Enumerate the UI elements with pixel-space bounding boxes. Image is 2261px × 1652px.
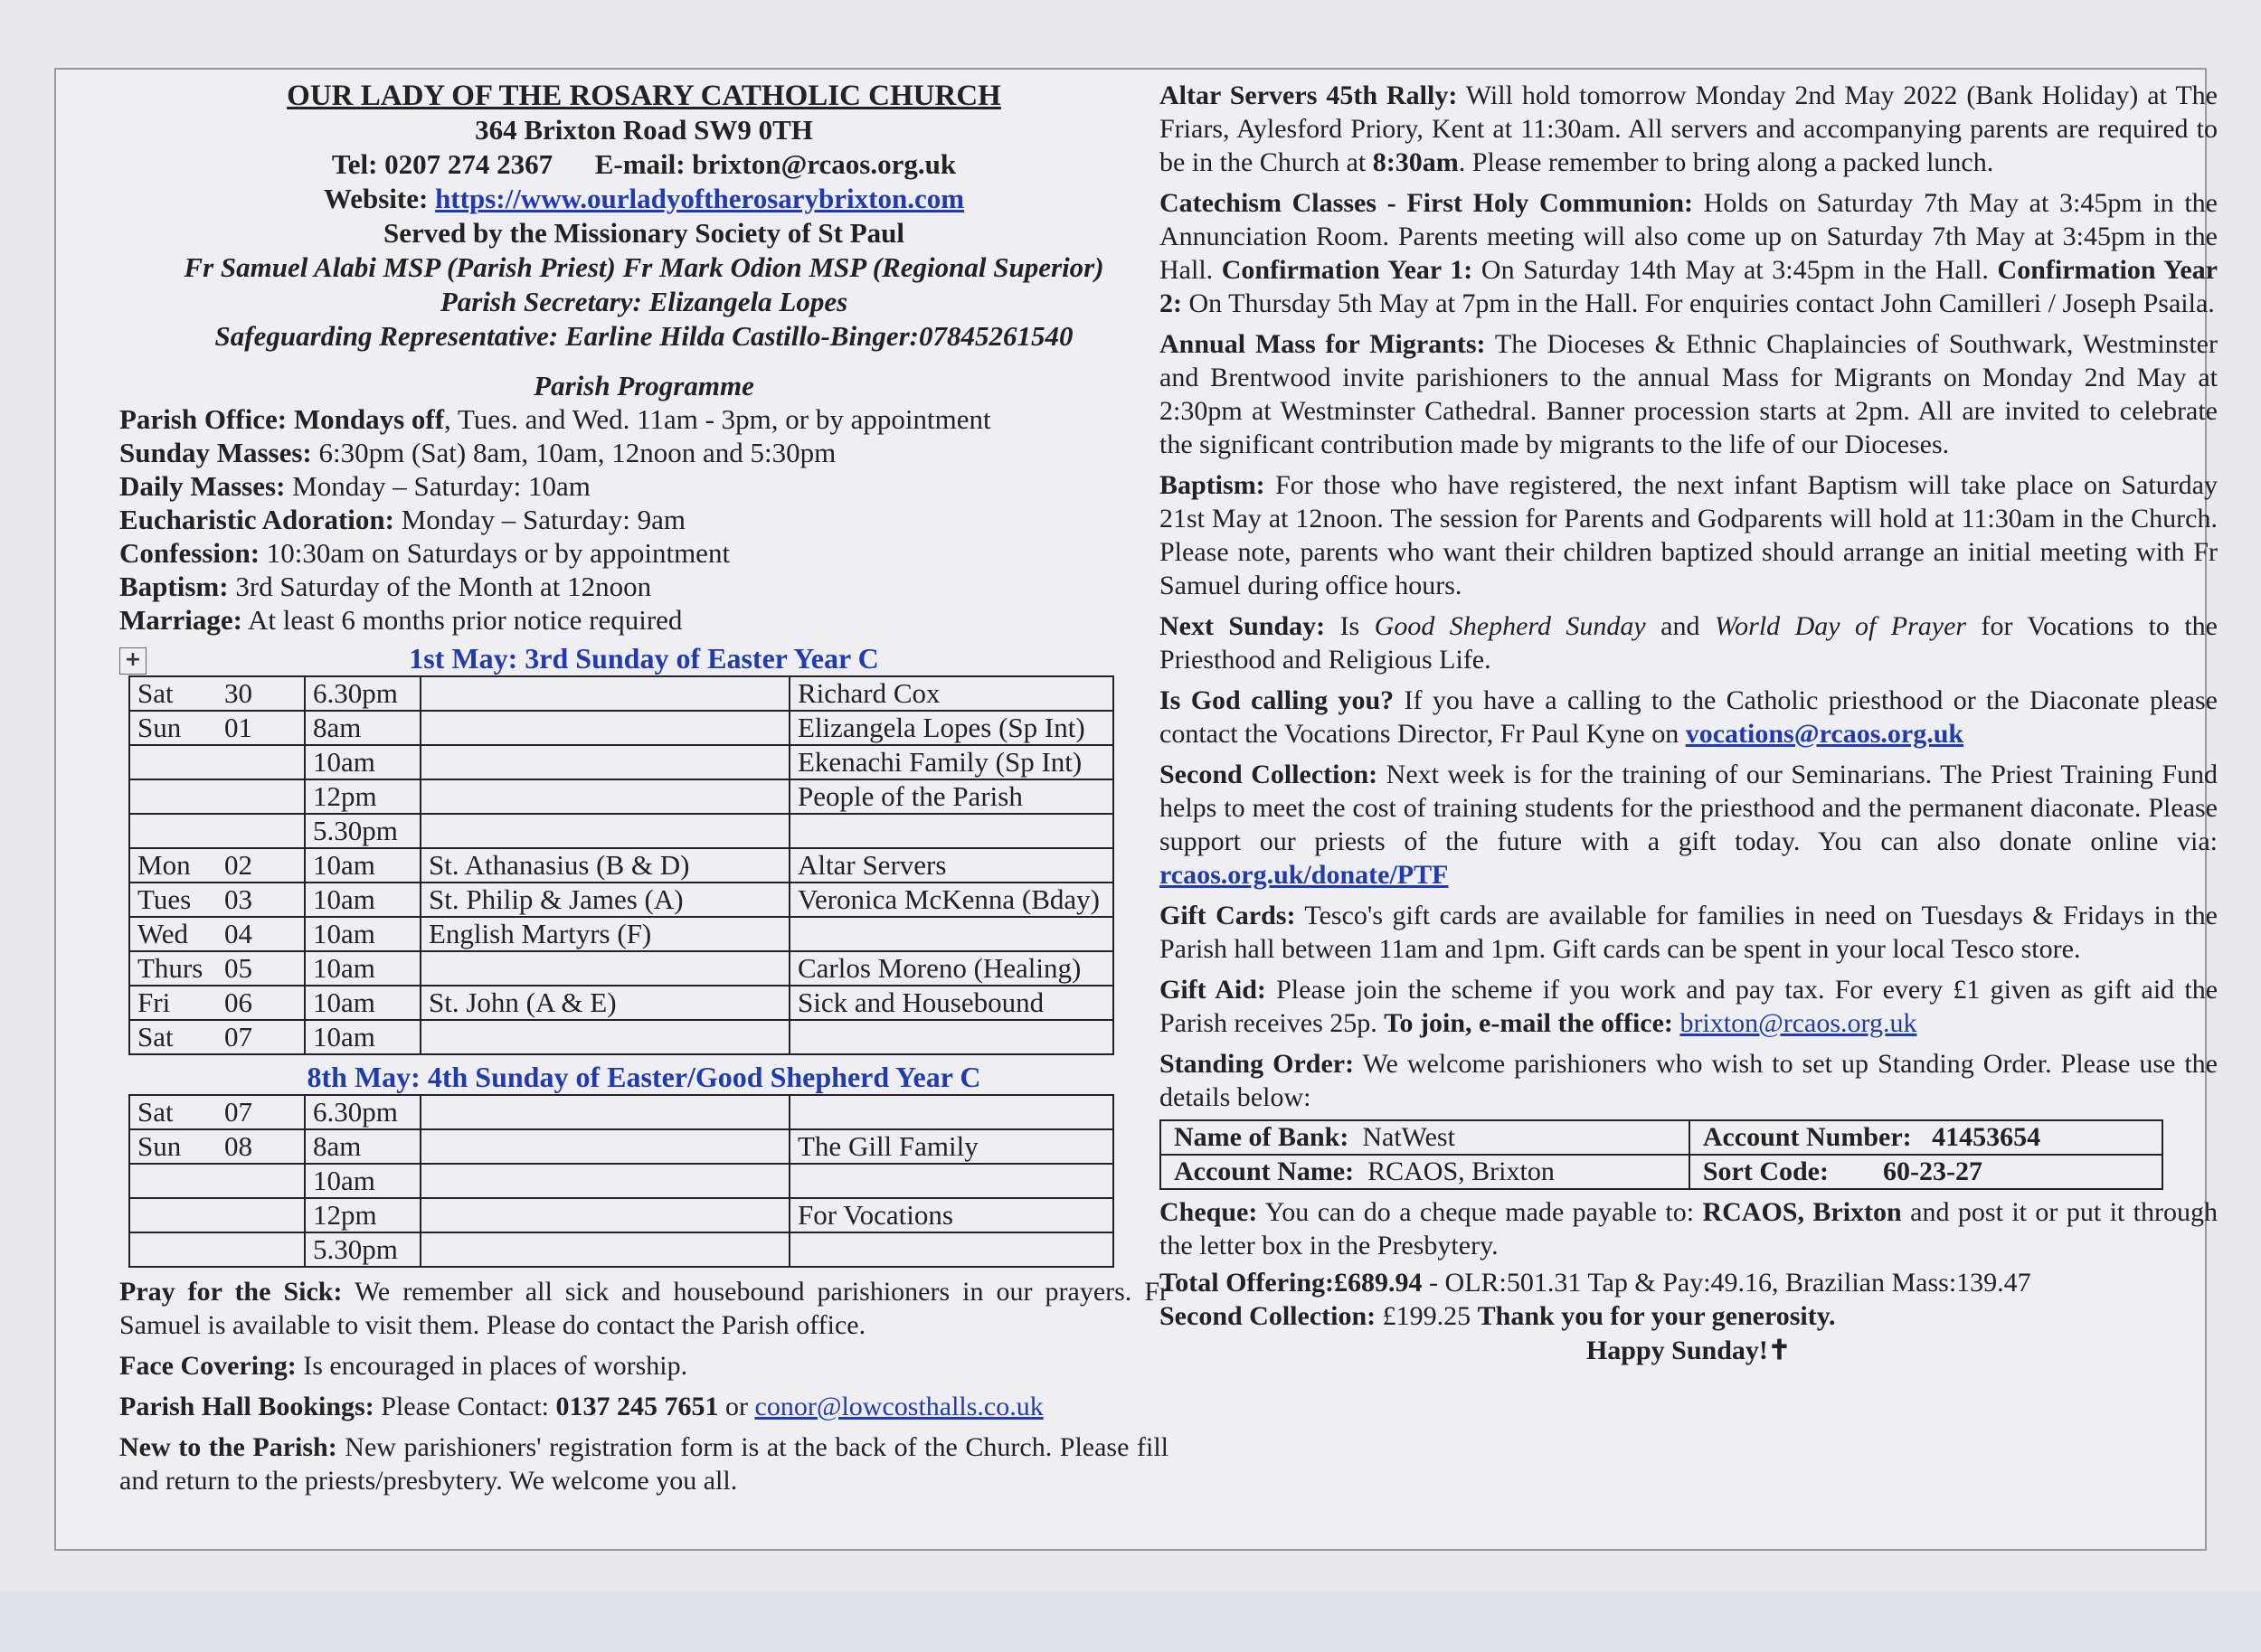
mass-row: [129, 883, 1113, 917]
mass-day-cell: Sun: [129, 711, 217, 745]
mass-row: [129, 779, 1113, 814]
desk-edge: [0, 1591, 2261, 1652]
mass-day-cell: [129, 1198, 217, 1232]
mass-saint-cell: [421, 1198, 790, 1232]
mass-intent-cell: Carlos Moreno (Healing): [790, 951, 1113, 986]
email: E-mail: brixton@rcaos.org.uk: [594, 148, 957, 180]
programme-title: Parish Programme: [534, 370, 754, 401]
mass-day-cell: [129, 1164, 217, 1198]
mass-saint-cell: [421, 711, 790, 745]
mass-time-cell: 8am: [305, 1129, 421, 1164]
mass-time-cell: 6.30pm: [305, 676, 421, 711]
mass-num-cell: [217, 1164, 305, 1198]
mass-saint-cell: St. John (A & E): [421, 986, 790, 1020]
website-line: [119, 182, 1168, 216]
mass-num-cell: 01: [217, 711, 305, 745]
week2-title: 8th May: 4th Sunday of Easter/Good Shepherd Year C: [307, 1061, 981, 1093]
happy-sunday: Happy Sunday!✝: [1585, 1336, 1792, 1365]
programme-line: Marriage: At least 6 months prior notice required: [119, 604, 683, 636]
mass-num-cell: 30: [217, 676, 305, 711]
week1-title: + 1st May: 3rd Sunday of Easter Year C: [119, 642, 1168, 675]
week2-table: [128, 1094, 1114, 1268]
mass-num-cell: 07: [217, 1020, 305, 1054]
mass-time-cell: 10am: [305, 1164, 421, 1198]
mass-day-cell: Tues: [129, 883, 217, 917]
programme-line: Confession: 10:30am on Saturdays or by appointment: [119, 537, 731, 569]
mass-saint-cell: [421, 1095, 790, 1129]
mass-intent-cell: Ekenachi Family (Sp Int): [790, 745, 1113, 779]
mass-row: [129, 745, 1113, 779]
notice-second-collection: Second Collection: Next week is for the training of our Seminarians. The Priest Training Fund helps to meet the cost of training students for the priesthood and the permanent diaconate. Please support our priests of the future with a gift today. You can also donate online via: rcaos.org.uk/donate/PTF: [1159, 760, 2218, 890]
mass-saint-cell: [421, 814, 790, 848]
mass-time-cell: 10am: [305, 745, 421, 779]
mass-day-cell: [129, 1232, 217, 1267]
notice-new: New to the Parish: New parishioners' registration form is at the back of the Church. Please fill and return to the priests/presbytery. We welcome you all.: [119, 1432, 1168, 1496]
priests: Fr Samuel Alabi MSP (Parish Priest) Fr Mark Odion MSP (Regional Superior): [184, 251, 1104, 283]
mass-row: [129, 711, 1113, 745]
programme-line: Sunday Masses: 6:30pm (Sat) 8am, 10am, 12noon and 5:30pm: [119, 437, 837, 468]
mass-num-cell: 06: [217, 986, 305, 1020]
mass-row: [129, 1129, 1113, 1164]
mass-intent-cell: For Vocations: [790, 1198, 1113, 1232]
programme-line: Parish Office: Mondays off, Tues. and Wed. 11am - 3pm, or by appointment: [119, 403, 991, 435]
mass-saint-cell: [421, 1232, 790, 1267]
donate-link[interactable]: rcaos.org.uk/donate/PTF: [1159, 860, 1449, 890]
mass-intent-cell: People of the Parish: [790, 779, 1113, 814]
mass-num-cell: [217, 745, 305, 779]
mass-day-cell: Sun: [129, 1129, 217, 1164]
programme-list: [119, 402, 1168, 637]
mass-intent-cell: [790, 1095, 1113, 1129]
mass-intent-cell: Richard Cox: [790, 676, 1113, 711]
mass-day-cell: [129, 745, 217, 779]
mass-saint-cell: [421, 745, 790, 779]
parish-secretary: Parish Secretary: Elizangela Lopes: [440, 286, 848, 317]
programme-line: Baptism: 3rd Saturday of the Month at 12noon: [119, 571, 652, 602]
mass-day-cell: [129, 814, 217, 848]
mass-day-cell: Sat: [129, 1020, 217, 1054]
mass-time-cell: 5.30pm: [305, 814, 421, 848]
church-header: [119, 79, 1168, 354]
notice-hall: Parish Hall Bookings: Please Contact: 0137 245 7651 or conor@lowcosthalls.co.uk: [119, 1392, 1044, 1421]
notice-offering: Total Offering:£689.94 - OLR:501.31 Tap & Pay:49.16, Brazilian Mass:139.47 Second Collection: £199.25 Thank you for your generosity.: [1159, 1268, 2031, 1331]
website-label: Website:: [323, 183, 429, 214]
mass-num-cell: 02: [217, 848, 305, 883]
left-column: [119, 79, 1168, 1497]
mass-num-cell: [217, 1232, 305, 1267]
week1-table: [128, 675, 1114, 1055]
mass-saint-cell: [421, 1164, 790, 1198]
tel: Tel: 0207 274 2367: [331, 148, 553, 180]
mass-intent-cell: [790, 814, 1113, 848]
notice-gift-cards: Gift Cards: Tesco's gift cards are available for families in need on Tuesdays & Fridays in the Parish hall between 11am and 1pm. Gift cards can be spent in your local Tesco store.: [1159, 901, 2218, 964]
mass-time-cell: 8am: [305, 711, 421, 745]
mass-num-cell: 05: [217, 951, 305, 986]
notice-migrants: Annual Mass for Migrants: The Dioceses & Ethnic Chaplaincies of Southwark, Westminster and Brentwood invite parishioners to the annual Mass for Migrants on Monday 2nd May at 2:30pm at Westminster Cathedral. Banner procession starts at 2pm. All are invited to celebrate the significant contribution made by migrants to the life of our Dioceses.: [1159, 329, 2218, 459]
notice-standing-order: Standing Order: We welcome parishioners who wish to set up Standing Order. Please use the details below:: [1159, 1049, 2218, 1112]
bank-name-cell: Name of Bank: NatWest: [1160, 1120, 1689, 1155]
mass-time-cell: 10am: [305, 883, 421, 917]
mass-intent-cell: [790, 1020, 1113, 1054]
vocations-email-link[interactable]: vocations@rcaos.org.uk: [1685, 719, 1964, 749]
office-email-link[interactable]: brixton@rcaos.org.uk: [1679, 1008, 1917, 1038]
mass-num-cell: 03: [217, 883, 305, 917]
church-address: 364 Brixton Road SW9 0TH: [475, 114, 813, 146]
mass-time-cell: 5.30pm: [305, 1232, 421, 1267]
mass-num-cell: [217, 779, 305, 814]
notice-gift-aid: Gift Aid: Please join the scheme if you work and pay tax. For every £1 given as gift aid the Parish receives 25p. To join, e-mail the office: brixton@rcaos.org.uk: [1159, 975, 2218, 1038]
right-column: [1159, 79, 2218, 1366]
notice-altar: Altar Servers 45th Rally: Will hold tomorrow Monday 2nd May 2022 (Bank Holiday) at The Friars, Aylesford Priory, Kent at 11:30am. All servers and accompanying parents are required to be in the Church at 8:30am. Please remember to bring along a packed lunch.: [1159, 80, 2218, 177]
mass-saint-cell: [421, 1129, 790, 1164]
mass-intent-cell: Altar Servers: [790, 848, 1113, 883]
mass-saint-cell: St. Philip & James (A): [421, 883, 790, 917]
mass-row: [129, 951, 1113, 986]
notice-vocations: Is God calling you? If you have a calling to the Catholic priesthood or the Diaconate please contact the Vocations Director, Fr Paul Kyne on vocations@rcaos.org.uk: [1159, 685, 2218, 749]
mass-saint-cell: St. Athanasius (B & D): [421, 848, 790, 883]
mass-saint-cell: [421, 1020, 790, 1054]
mass-row: [129, 1164, 1113, 1198]
mass-row: [129, 814, 1113, 848]
mass-intent-cell: Sick and Housebound: [790, 986, 1113, 1020]
table-move-icon[interactable]: +: [119, 647, 147, 675]
contact-line: [119, 147, 1168, 182]
mass-row: [129, 848, 1113, 883]
mass-day-cell: Thurs: [129, 951, 217, 986]
mass-day-cell: Fri: [129, 986, 217, 1020]
notice-cheque: Cheque: You can do a cheque made payable to: RCAOS, Brixton and post it or put it through the letter box in the Presbytery.: [1159, 1197, 2218, 1260]
notice-sick: Pray for the Sick: We remember all sick and housebound parishioners in our prayers. Fr Samuel is available to visit them. Please do contact the Parish office.: [119, 1277, 1168, 1340]
mass-day-cell: Wed: [129, 917, 217, 951]
mass-time-cell: 10am: [305, 917, 421, 951]
church-name: OUR LADY OF THE ROSARY CATHOLIC CHURCH: [287, 80, 1001, 112]
mass-intent-cell: The Gill Family: [790, 1129, 1113, 1164]
mass-saint-cell: [421, 676, 790, 711]
mass-day-cell: Sat: [129, 1095, 217, 1129]
mass-row: [129, 1095, 1113, 1129]
notice-next-sunday: Next Sunday: Is Good Shepherd Sunday and World Day of Prayer for Vocations to the Priesthood and Religious Life.: [1159, 611, 2218, 675]
hall-email-link[interactable]: conor@lowcosthalls.co.uk: [754, 1392, 1044, 1421]
mass-time-cell: 12pm: [305, 779, 421, 814]
mass-saint-cell: [421, 951, 790, 986]
mass-time-cell: 10am: [305, 951, 421, 986]
mass-num-cell: 08: [217, 1129, 305, 1164]
bulletin-sheet: [54, 68, 2218, 1551]
mass-time-cell: 10am: [305, 848, 421, 883]
mass-num-cell: [217, 814, 305, 848]
mass-time-cell: 10am: [305, 986, 421, 1020]
mass-saint-cell: [421, 779, 790, 814]
mass-num-cell: 04: [217, 917, 305, 951]
mass-saint-cell: English Martyrs (F): [421, 917, 790, 951]
mass-row: [129, 986, 1113, 1020]
notice-catechism: Catechism Classes - First Holy Communion: Holds on Saturday 7th May at 3:45pm in the Annunciation Room. Parents meeting will also come up on Saturday 7th May at 3:45pm in the Hall. Confirmation Year 1: On Saturday 14th May at 3:45pm in the Hall. Confirmation Year 2: On Thursday 5th May at 7pm in the Hall. For enquiries contact John Camilleri / Joseph Psaila.: [1159, 188, 2218, 318]
account-number-cell: Account Number: 41453654: [1689, 1120, 2162, 1155]
sort-code-cell: Sort Code: 60-23-27: [1689, 1155, 2162, 1189]
mass-day-cell: Mon: [129, 848, 217, 883]
mass-intent-cell: [790, 917, 1113, 951]
mass-time-cell: 6.30pm: [305, 1095, 421, 1129]
mass-intent-cell: [790, 1232, 1113, 1267]
mass-day-cell: Sat: [129, 676, 217, 711]
mass-num-cell: [217, 1198, 305, 1232]
programme-line: Eucharistic Adoration: Monday – Saturday: 9am: [119, 504, 686, 535]
mass-num-cell: 07: [217, 1095, 305, 1129]
programme-line: Daily Masses: Monday – Saturday: 10am: [119, 470, 591, 502]
mass-row: [129, 1232, 1113, 1267]
bank-details-table: [1159, 1119, 2163, 1190]
safeguarding: Safeguarding Representative: Earline Hilda Castillo-Binger:07845261540: [214, 320, 1074, 352]
mass-row: [129, 917, 1113, 951]
notice-face: Face Covering: Is encouraged in places of worship.: [119, 1351, 688, 1381]
mass-intent-cell: [790, 1164, 1113, 1198]
mass-time-cell: 12pm: [305, 1198, 421, 1232]
mass-intent-cell: Veronica McKenna (Bday): [790, 883, 1113, 917]
mass-row: [129, 676, 1113, 711]
website-link[interactable]: https://www.ourladyoftherosarybrixton.com: [435, 183, 965, 214]
served-by: Served by the Missionary Society of St Paul: [383, 217, 905, 249]
account-name-cell: Account Name: RCAOS, Brixton: [1160, 1155, 1689, 1189]
mass-intent-cell: Elizangela Lopes (Sp Int): [790, 711, 1113, 745]
notice-baptism: Baptism: For those who have registered, the next infant Baptism will take place on Saturday 21st May at 12noon. The session for Parents and Godparents will hold at 11:30am in the Church. Please note, parents who want their children baptized should arrange an initial meeting with Fr Samuel during office hours.: [1159, 470, 2218, 600]
mass-row: [129, 1020, 1113, 1054]
mass-day-cell: [129, 779, 217, 814]
mass-time-cell: 10am: [305, 1020, 421, 1054]
mass-row: [129, 1198, 1113, 1232]
